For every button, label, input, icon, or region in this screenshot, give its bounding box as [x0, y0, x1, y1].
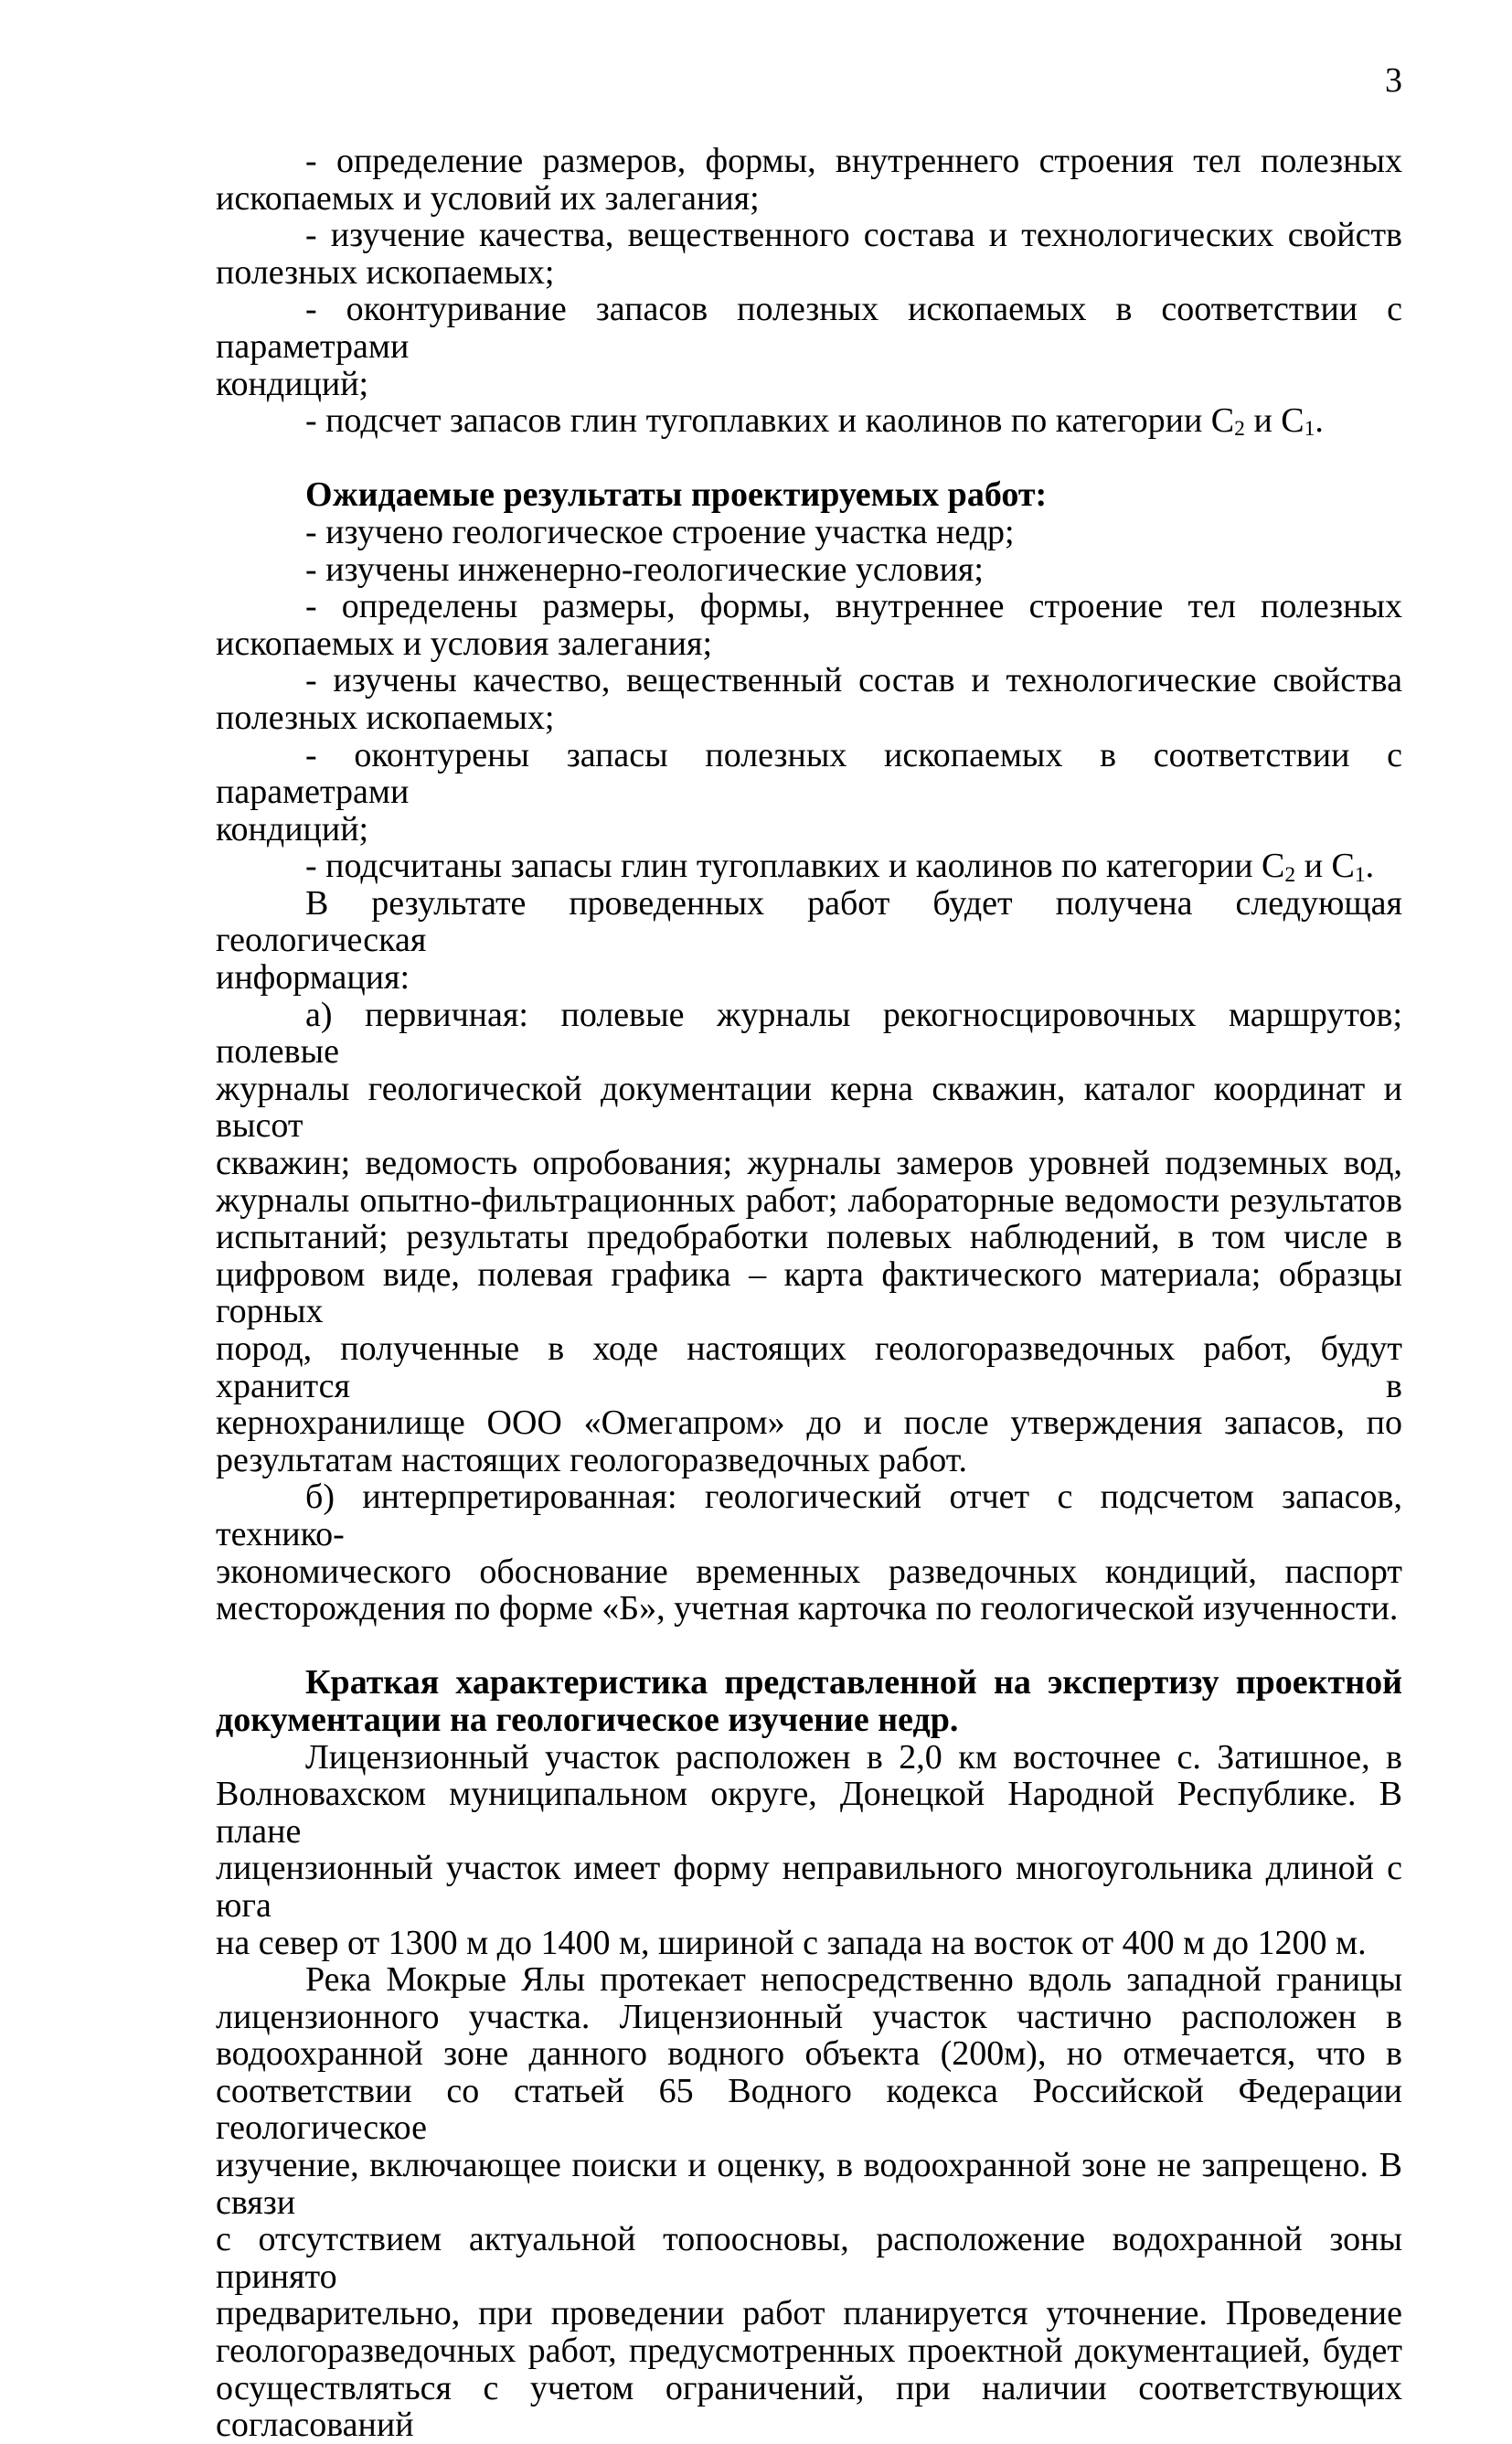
text-line: Волновахском муниципальном округе, Донецкой Народной Республике. В плане [216, 1775, 1402, 1851]
text-line: месторождения по форме «Б», учетная карточка по геологической изученности. [216, 1589, 1399, 1628]
text-line: полезных ископаемых; [216, 252, 555, 292]
text-line: - изучено геологическое строение участка недр; [305, 512, 1015, 551]
text-line: кондиций; [216, 809, 369, 848]
text-line: полезных ископаемых; [216, 698, 555, 737]
text-line: б) интерпретированная: геологический отчет с подсчетом запасов, технико- [216, 1478, 1402, 1553]
text-line: В результате проведенных работ будет получена следующая геологическая [216, 883, 1402, 960]
text-line: осуществляться с учетом ограничений, при наличии соответствующих согласований [216, 2368, 1402, 2444]
text-line: соответствии со статьей 65 Водного кодекса Российской Федерации геологическое [216, 2071, 1402, 2148]
text-line: Река Мокрые Ялы протекает непосредственно вдоль западной границы [305, 1960, 1402, 2000]
text-line: журналы опытно-фильтрационных работ; лабораторные ведомости результатов [216, 1180, 1402, 1220]
text-line: - оконтурены запасы полезных ископаемых в соответствии с параметрами [216, 735, 1402, 812]
text-line: - подсчет запасов глин тугоплавких и каолинов по категории $С_2$ и $С_1$. [305, 401, 1324, 442]
text-line: ископаемых и условия залегания; [216, 624, 713, 663]
text-line: - определение размеров, формы, внутреннего строения тел полезных [305, 142, 1402, 180]
text-line: журналы геологической документации керна скважин, каталог координат и высот [216, 1069, 1402, 1146]
blank-line [216, 1628, 1402, 1665]
text-line: скважин; ведомость опробования; журналы замеров уровней подземных вод, [216, 1144, 1402, 1183]
text-line: с отсутствием актуальной топоосновы, расположение водохранной зоны принято [216, 2220, 1402, 2296]
text-line: водоохранной зоне данного водного объекта (200м), но отмечается, что в [216, 2034, 1402, 2074]
text-line: на север от 1300 м до 1400 м, шириной с запада на восток от 400 м до 1200 м. [216, 1923, 1367, 1962]
text-line: Ожидаемые результаты проектируемых работ: [305, 475, 1048, 515]
text-line: - оконтуривание запасов полезных ископаемых в соответствии с параметрами [216, 290, 1402, 366]
text-line: экономического обоснование временных разведочных кондиций, паспорт [216, 1552, 1402, 1591]
text-line: информация: [216, 958, 410, 998]
text-line: испытаний; результаты предобработки полевых наблюдений, в том числе в [216, 1218, 1402, 1257]
text-line: пород, полученные в ходе настоящих геологоразведочных работ, будут хранится в [216, 1329, 1402, 1405]
text-line: кондиций; [216, 364, 369, 403]
text-line: результатам настоящих геологоразведочных работ. [216, 1440, 967, 1479]
text-line: изучение, включающее поиски и оценку, в водоохранной зоне не запрещено. В связи [216, 2146, 1402, 2222]
blank-line [216, 440, 1402, 477]
page-number: 3 [1385, 61, 1402, 100]
text-line: Лицензионный участок расположен в 2,0 км восточнее с. Затишное, в [305, 1737, 1402, 1777]
text-line: геологоразведочных работ, предусмотренных проектной документацией, будет [216, 2332, 1402, 2371]
text-line: лицензионного участка. Лицензионный участок частично расположен в [216, 1997, 1402, 2036]
text-body [216, 143, 1402, 2444]
text-line: документации на геологическое изучение недр. [216, 1700, 959, 1739]
text-line: - подсчитаны запасы глин тугоплавких и каолинов по категории $С_2$ и $С_1$. [305, 847, 1375, 887]
text-line: ископаемых и условий их залегания; [216, 178, 760, 218]
text-line: цифровом виде, полевая графика – карта фактического материала; образцы горных [216, 1254, 1402, 1331]
text-line: - изучение качества, вещественного состава и технологических свойств [305, 216, 1402, 255]
text-line: лицензионный участок имеет форму неправильного многоугольника длиной с юга [216, 1849, 1402, 1925]
text-line: предварительно, при проведении работ планируется уточнение. Проведение [216, 2294, 1402, 2333]
text-line: - изучены качество, вещественный состав и технологические свойства [305, 661, 1402, 700]
text-line: Краткая характеристика представленной на экспертизу проектной [305, 1663, 1402, 1702]
text-line: а) первичная: полевые журналы рекогносцировочных маршрутов; полевые [216, 995, 1402, 1072]
text-line: кернохранилище ООО «Омегапром» до и после утверждения запасов, по [216, 1403, 1402, 1443]
text-line: - изучены инженерно-геологические условия; [305, 550, 984, 589]
text-line: - определены размеры, формы, внутреннее строение тел полезных [305, 587, 1402, 626]
